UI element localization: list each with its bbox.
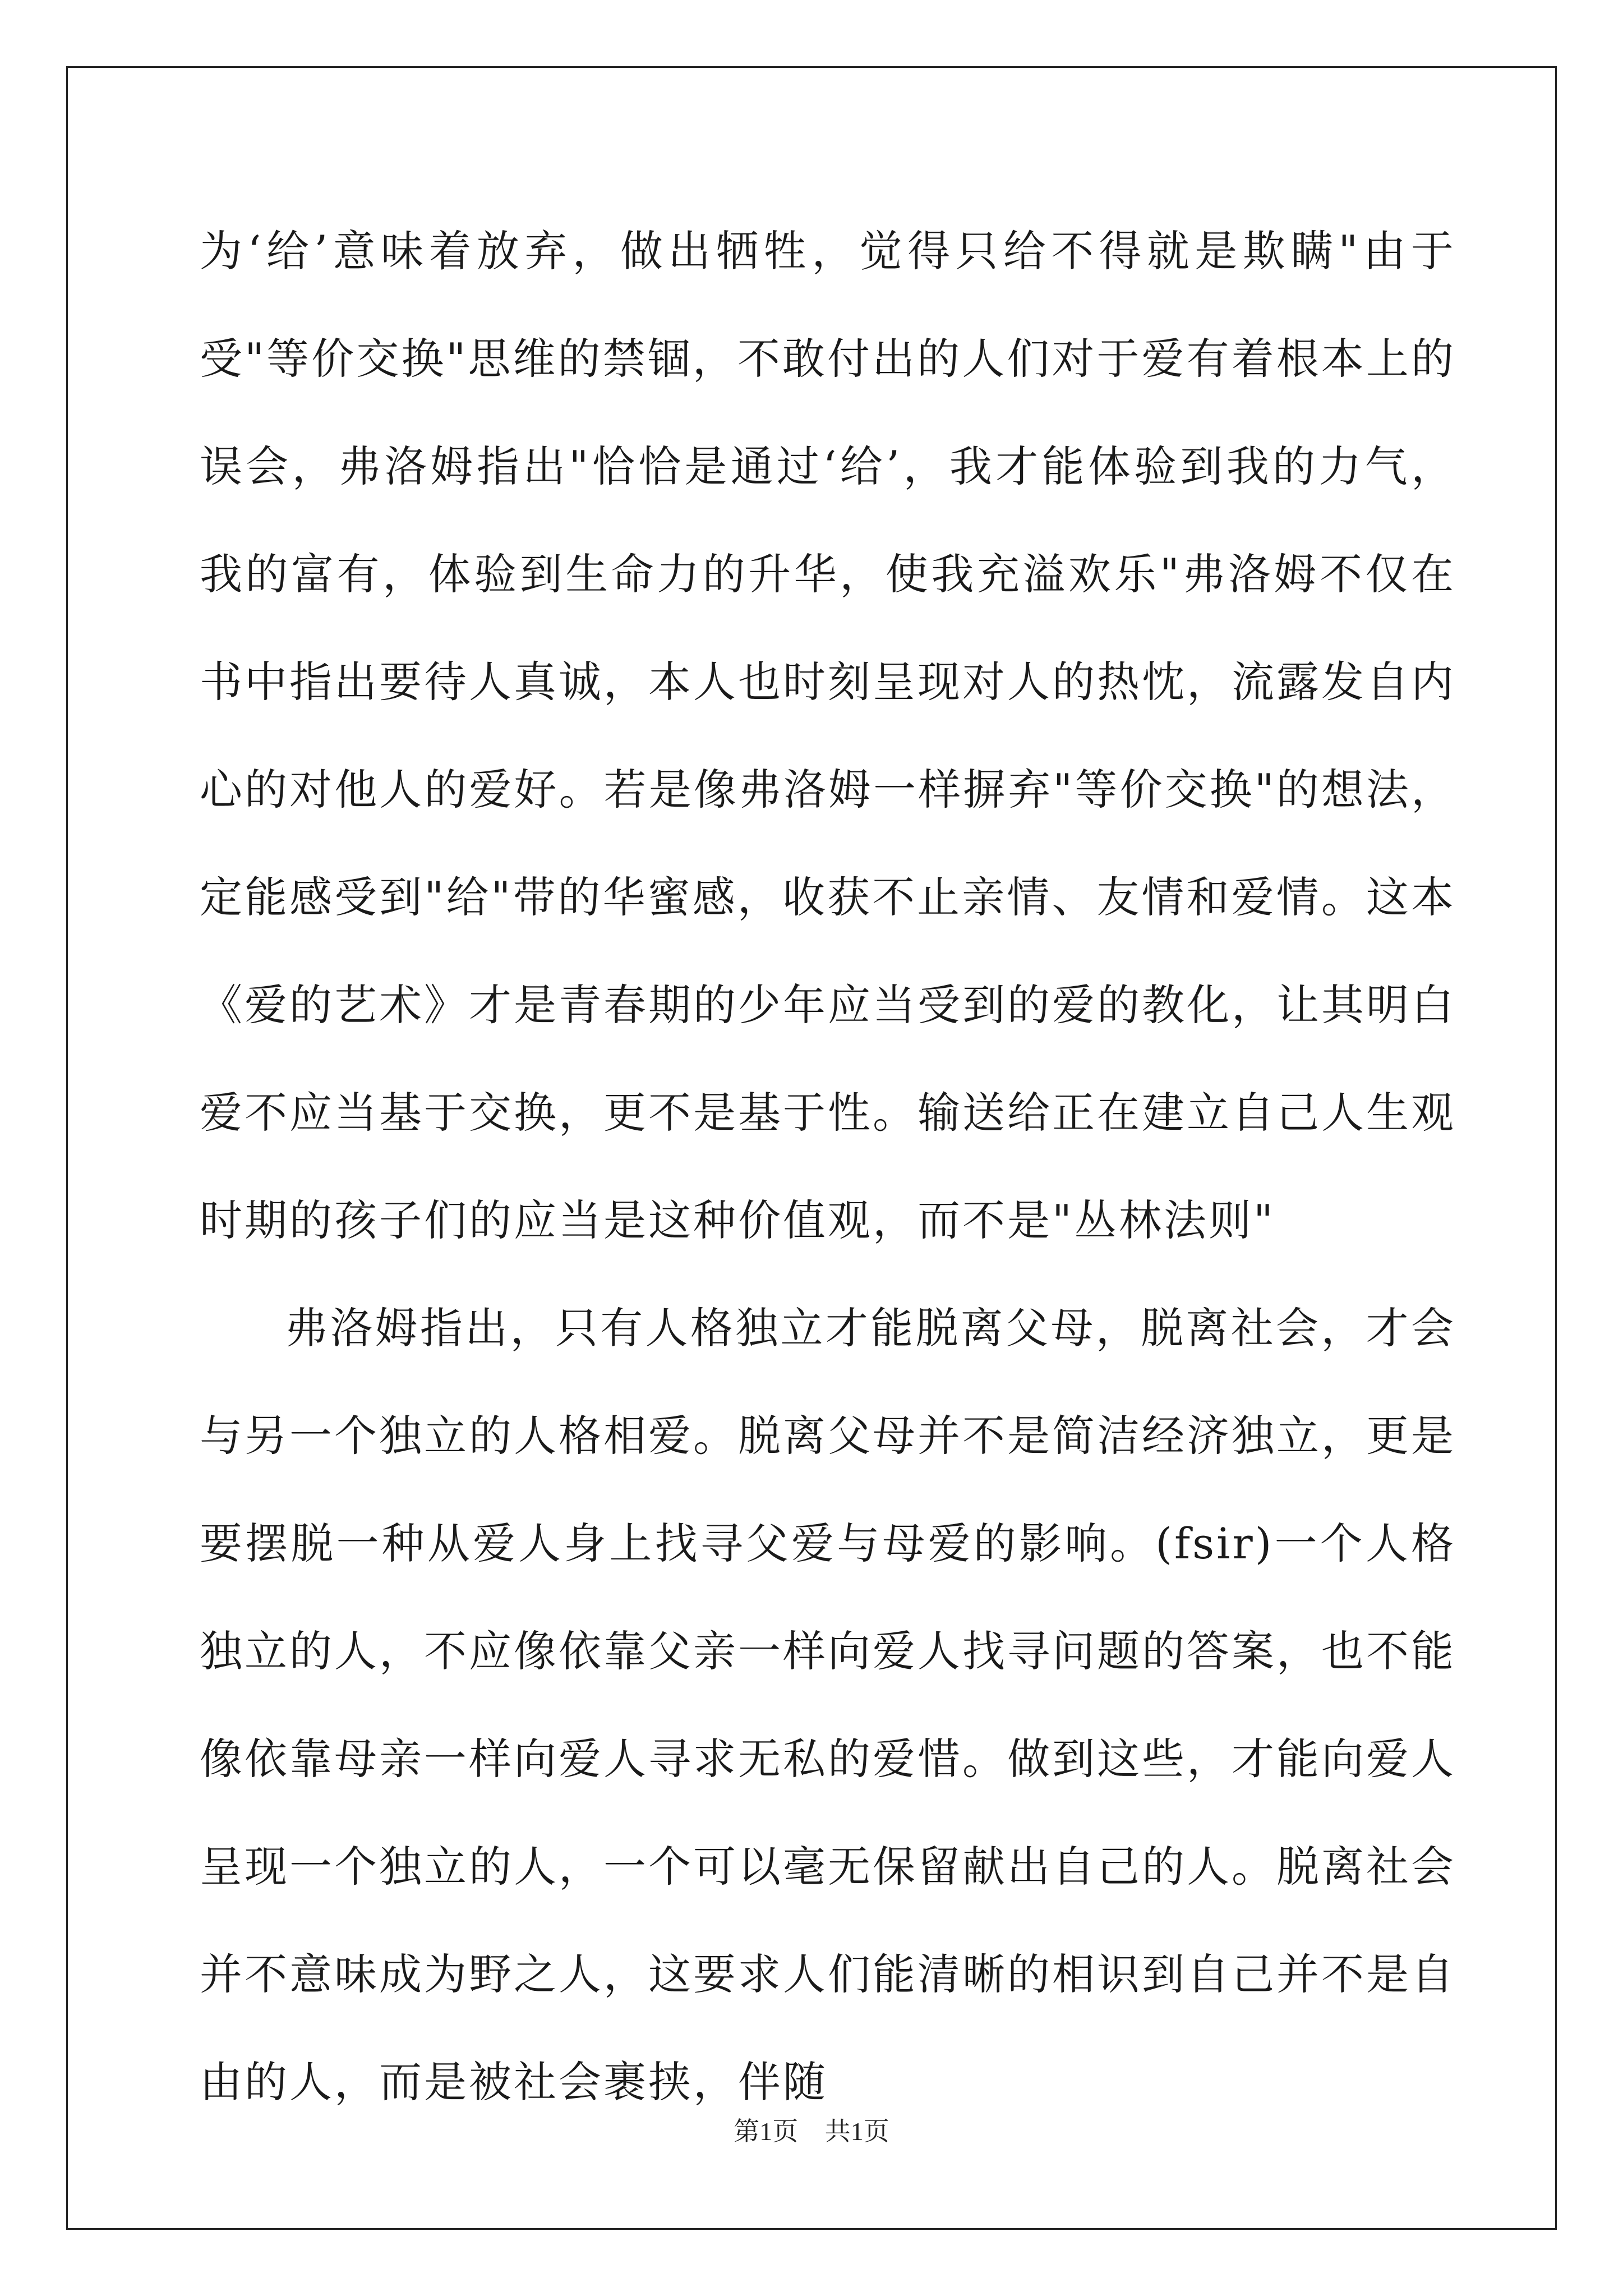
page-total: 共1页 bbox=[824, 2117, 889, 2146]
document-body bbox=[200, 197, 1456, 2136]
page-footer bbox=[0, 2115, 1623, 2148]
page-number: 第1页 bbox=[734, 2117, 799, 2146]
paragraph-2: 弗洛姆指出，只有人格独立才能脱离父母，脱离社会，才会与另一个独立的人格相爱。脱离父母并不是简洁经济独立，更是要摆脱一种从爱人身上找寻父爱与母爱的影响。(fsir)一个人格独立的人，不应像依靠父亲一样向爱人找寻问题的答案，也不能像依靠母亲一样向爱人寻求无私的爱惜。做到这些，才能向爱人呈现一个独立的人，一个可以毫无保留献出自己的人。脱离社会并不意味成为野之人，这要求人们能清晰的相识到自己并不是自由的人，而是被社会裹挟，伴随 bbox=[200, 1303, 1456, 2107]
paragraph-1: 为‘给’意味着放弃，做出牺牲，觉得只给不得就是欺瞒"由于受"等价交换"思维的禁锢，不敢付出的人们对于爱有着根本上的误会，弗洛姆指出"恰恰是通过‘给’，我才能体验到我的力气，我的富有，体验到生命力的升华，使我充溢欢乐"弗洛姆不仅在书中指出要待人真诚，本人也时刻呈现对人的热忱，流露发自内心的对他人的爱好。若是像弗洛姆一样摒弃"等价交换"的想法，定能感受到"给"带的华蜜感，收获不止亲情、友情和爱情。这本《爱的艺术》才是青春期的少年应当受到的爱的教化，让其明白爱不应当基于交换，更不是基于性。输送给正在建立自己人生观时期的孩子们的应当是这种价值观，而不是"丛林法则" bbox=[200, 226, 1456, 1245]
